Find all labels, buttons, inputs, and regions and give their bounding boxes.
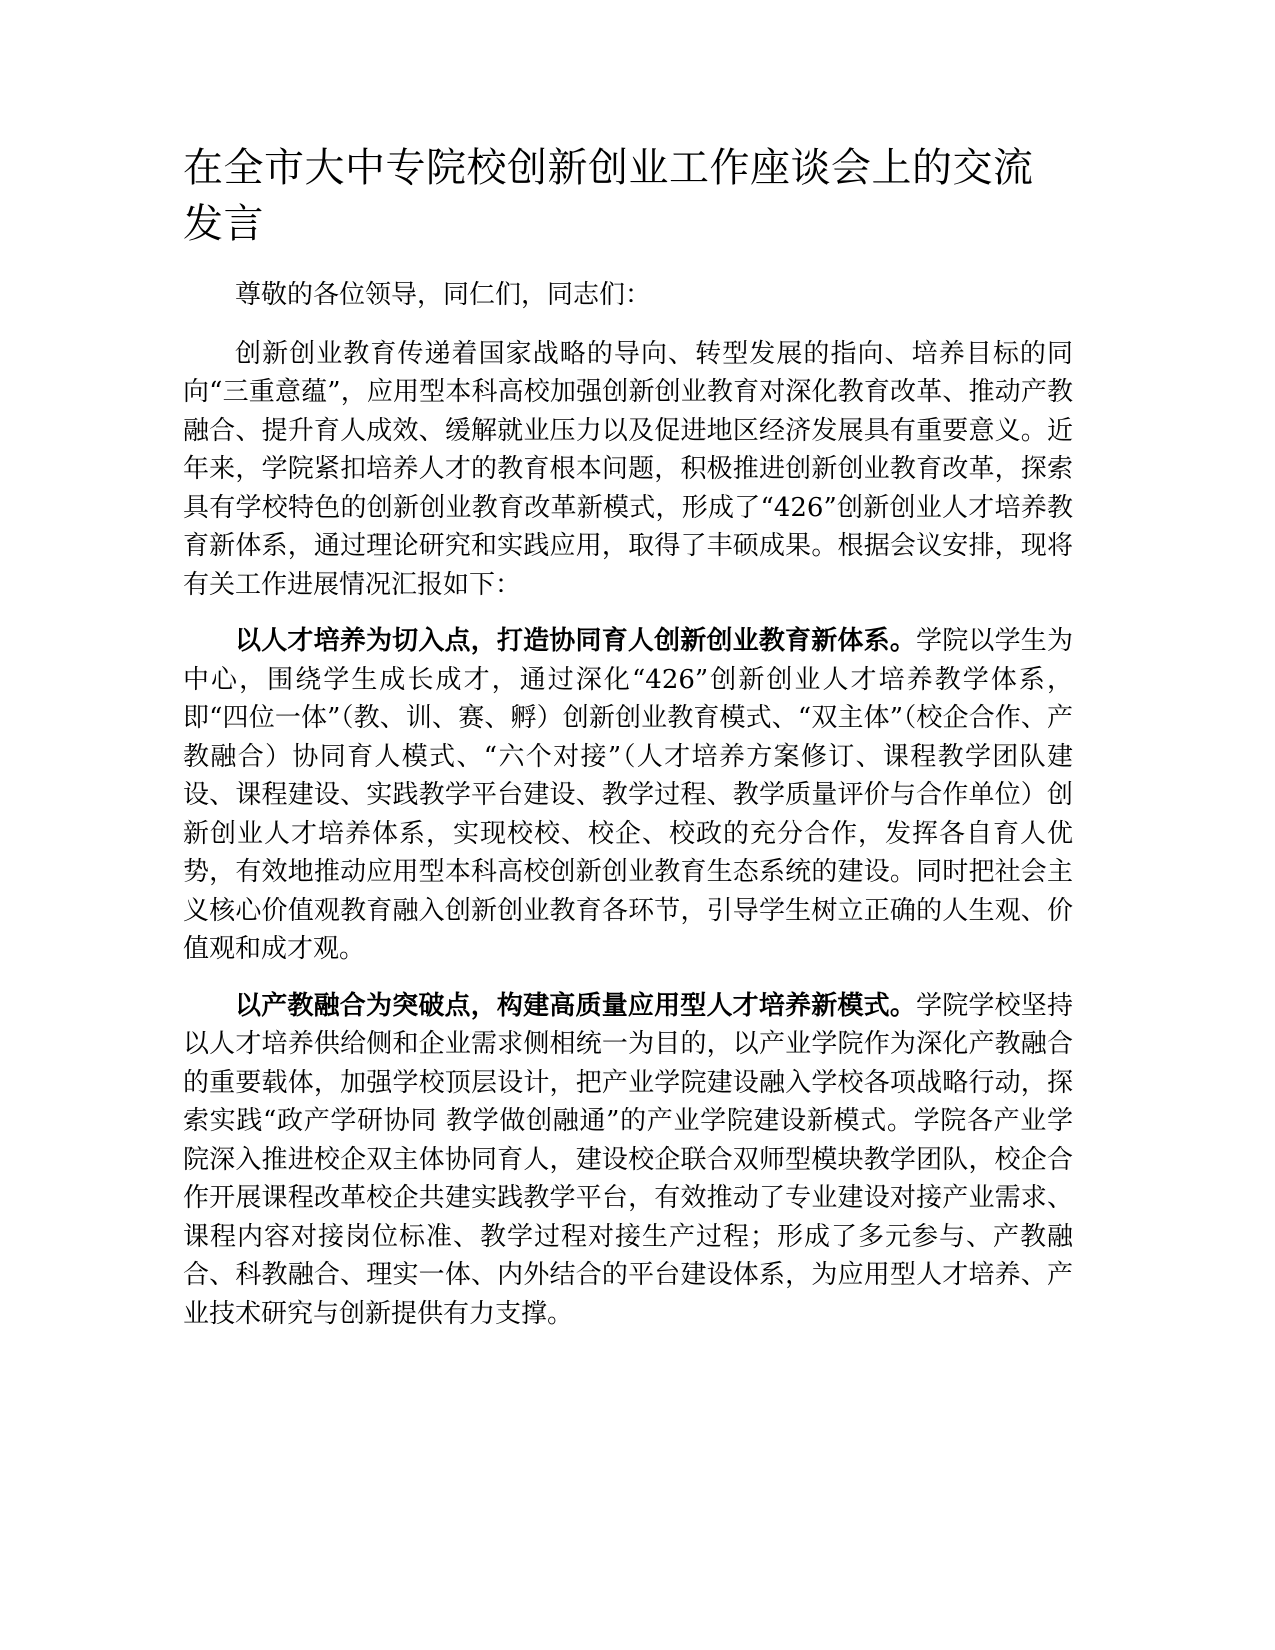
salutation: 尊敬的各位领导，同仁们，同志们： [235,280,652,310]
section-body-2: 学院学校坚持以人才培养供给侧和企业需求侧相统一为目的，以产业学院作为深化产教融合的重要载体，加强学校顶层设计，把产业学院建设融入学校各项战略行动，探索实践“政产学研协同 教学做创融通”的产业学院建设新模式。学院各产业学院深入推进校企双主体协同育人，建设校企联合双师型模块教学团队，校企合作开展课程改革校企共建实践教学平台，有效推动了专业建设对接产业需求、课程内容对接岗位标准、教学过程对接生产过程；形成了多元参与、产教融合、科教融合、理实一体、内外结合的平台建设体系，为应用型人才培养、产业技术研究与创新提供有力支撑。 [183,990,1073,1329]
document-page [183,140,1073,1351]
section-lead-2: 以产教融合为突破点，构建高质量应用型人才培养新模式。 [235,990,917,1021]
section-paragraph-1 [183,622,1073,969]
document-title: 在全市大中专院校创新创业工作座谈会上的交流发言 [183,145,1034,247]
intro-paragraph: 创新创业教育传递着国家战略的导向、转型发展的指向、培养目标的同向“三重意蕴”，应用型本科高校加强创新创业教育对深化教育改革、推动产教融合、提升育人成效、缓解就业压力以及促进地区经济发展具有重要意义。近年来，学院紧扣培养人才的教育根本问题，积极推进创新创业教育改革，探索具有学校特色的创新创业教育改革新模式，形成了“426”创新创业人才培养教育新体系，通过理论研究和实践应用，取得了丰硕成果。根据会议安排，现将有关工作进展情况汇报如下： [183,338,1073,600]
section-paragraph-2 [183,987,1073,1334]
section-lead-1: 以人才培养为切入点，打造协同育人创新创业教育新体系。 [235,626,917,656]
section-body-1: 学院以学生为中心，围绕学生成长成才，通过深化“426”创新创业人才培养教学体系，即“四位一体”（教、训、赛、孵）创新创业教育模式、“双主体”（校企合作、产教融合）协同育人模式、“六个对接”（人才培养方案修订、课程教学团队建设、课程建设、实践教学平台建设、教学过程、教学质量评价与合作单位）创新创业人才培养体系，实现校校、校企、校政的充分合作，发挥各自育人优势，有效地推动应用型本科高校创新创业教育生态系统的建设。同时把社会主义核心价值观教育融入创新创业教育各环节，引导学生树立正确的人生观、价值观和成才观。 [183,626,1073,964]
